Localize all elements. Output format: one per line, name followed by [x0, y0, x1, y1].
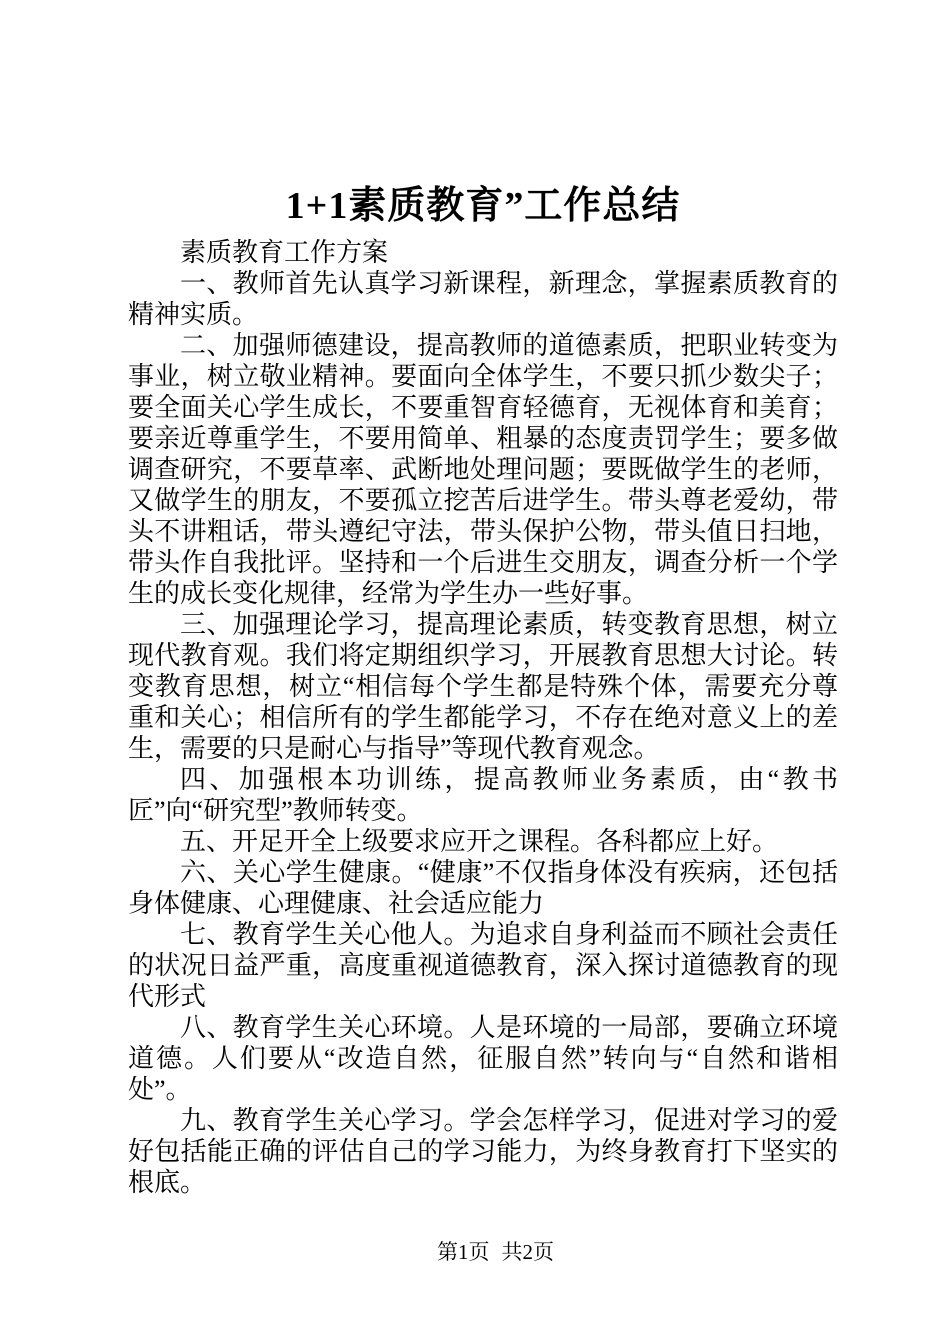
paragraph-item-7: 七、教育学生关心他人。为追求自身利益而不顾社会责任的状况日益严重，高度重视道德教育，深入探讨道德教育的现代形式	[128, 920, 838, 1011]
paragraph-item-9: 九、教育学生关心学习。学会怎样学习，促进对学习的爱好包括能正确的评估自己的学习能力，为终身教育打下坚实的根底。	[128, 1106, 838, 1197]
paragraph-item-3: 三、加强理论学习，提高理论素质，转变教育思想，树立现代教育观。我们将定期组织学习，开展教育思想大讨论。转变教育思想，树立“相信每个学生都是特殊个体，需要充分尊重和关心；相信所有的学生都能学习，不存在绝对意义上的差生，需要的只是耐心与指导”等现代教育观念。	[128, 610, 838, 763]
footer-page-number: 第1页	[437, 1240, 490, 1264]
paragraph-item-2: 二、加强师德建设，提高教师的道德素质，把职业转变为事业，树立敬业精神。要面向全体学生，不要只抓少数尖子；要全面关心学生成长，不要重智育轻德育，无视体育和美育；要亲近尊重学生，不要用简单、粗暴的态度责罚学生；要多做调查研究，不要草率、武断地处理问题；要既做学生的老师，又做学生的朋友，不要孤立挖苦后进学生。带头尊老爱幼，带头不讲粗话，带头遵纪守法，带头保护公物，带头值日扫地，带头作自我批评。坚持和一个后进生交朋友，调查分析一个学生的成长变化规律，经常为学生办一些好事。	[128, 331, 838, 608]
page-footer	[437, 1240, 554, 1264]
paragraph-item-6: 六、关心学生健康。“健康”不仅指身体没有疾病，还包括身体健康、心理健康、社会适应能力	[128, 858, 838, 918]
paragraph-intro: 素质教育工作方案	[180, 238, 389, 267]
paragraph-item-4: 四、加强根本功训练，提高教师业务素质，由“教书匠”向“研究型”教师转变。	[128, 765, 838, 825]
paragraph-item-1: 一、教师首先认真学习新课程，新理念，掌握素质教育的精神实质。	[128, 269, 838, 329]
paragraph-item-5: 五、开足开全上级要求应开之课程。各科都应上好。	[180, 827, 779, 856]
document-body	[128, 183, 838, 1198]
footer-page-total: 共2页	[501, 1240, 554, 1264]
document-title: 1+1素质教育”工作总结	[285, 185, 681, 227]
paragraph-item-8: 八、教育学生关心环境。人是环境的一局部，要确立环境道德。人们要从“改造自然，征服自然”转向与“自然和谐相处”。	[128, 1013, 838, 1104]
